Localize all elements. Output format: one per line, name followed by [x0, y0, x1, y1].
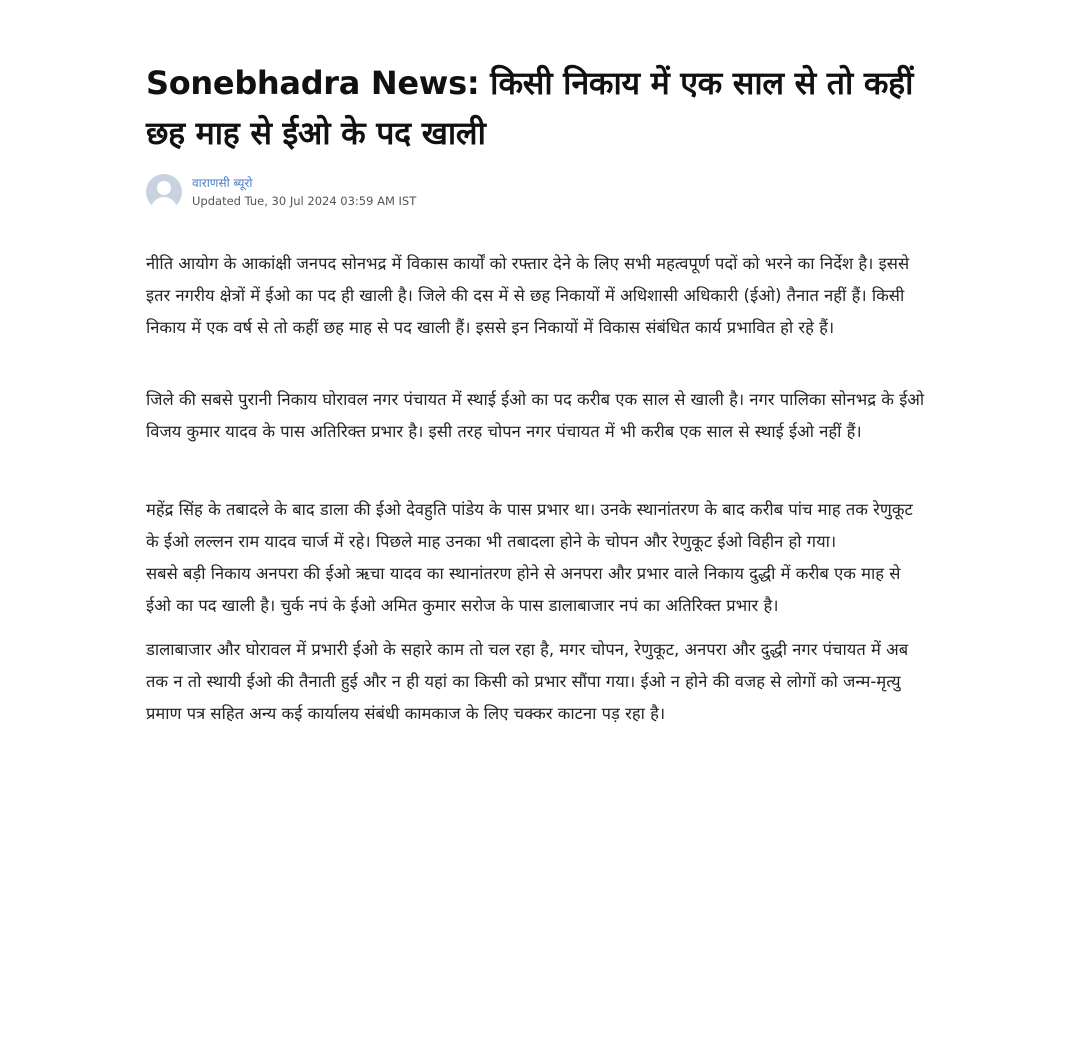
article-body [146, 248, 926, 730]
paragraph: सबसे बड़ी निकाय अनपरा की ईओ ऋचा यादव का स्थानांतरण होने से अनपरा और प्रभार वाले निकाय दुद्धी में करीब एक माह से ईओ का पद खाली है। चुर्क नपं के ईओ अमित कुमार सरोज के पास डालाबाजार नपं का अतिरिक्त प्रभार है। [146, 564, 901, 615]
author-link[interactable]: वाराणसी ब्यूरो [192, 176, 253, 190]
byline-text [192, 174, 416, 210]
updated-timestamp: Updated Tue, 30 Jul 2024 03:59 AM IST [192, 194, 417, 208]
user-avatar-icon[interactable] [146, 174, 182, 210]
article-headline: Sonebhadra News: किसी निकाय में एक साल से तो कहीं छह माह से ईओ के पद खाली [146, 64, 914, 152]
paragraph: नीति आयोग के आकांक्षी जनपद सोनभद्र में विकास कार्यों को रफ्तार देने के लिए सभी महत्वपूर्ण पदों को भरने का निर्देश है। इससे इतर नगरीय क्षेत्रों में ईओ का पद ही खाली है। जिले की दस में से छह निकायों में अधिशासी अधिकारी (ईओ) तैनात नहीं हैं। किसी निकाय में एक वर्ष से तो कहीं छह माह से पद खाली हैं। इससे इन निकायों में विकास संबंधित कार्य प्रभावित हो रहे हैं। [146, 254, 910, 337]
byline [146, 170, 926, 214]
article [146, 58, 926, 730]
paragraph: जिले की सबसे पुरानी निकाय घोरावल नगर पंचायत में स्थाई ईओ का पद करीब एक साल से खाली है। नगर पालिका सोनभद्र के ईओ विजय कुमार यादव के पास अतिरिक्त प्रभार है। इसी तरह चोपन नगर पंचायत में भी करीब एक साल से स्थाई ईओ नहीं हैं। [146, 390, 925, 441]
paragraph: डालाबाजार और घोरावल में प्रभारी ईओ के सहारे काम तो चल रहा है, मगर चोपन, रेणुकूट, अनपरा और दुद्धी नगर पंचायत में अब तक न तो स्थायी ईओ की तैनाती हुई और न ही यहां का किसी को प्रभार सौंपा गया। ईओ न होने की वजह से लोगों को जन्म-मृत्यु प्रमाण पत्र सहित अन्य कई कार्यालय संबंधी कामकाज के लिए चक्कर काटना पड़ रहा है। [146, 640, 909, 723]
paragraph: महेंद्र सिंह के तबादले के बाद डाला की ईओ देवहुति पांडेय के पास प्रभार था। उनके स्थानांतरण के बाद करीब पांच माह तक रेणुकूट के ईओ लल्लन राम यादव चार्ज में रहे। पिछले माह उनका भी तबादला होने के चोपन और रेणुकूट ईओ विहीन हो गया। [146, 500, 913, 551]
